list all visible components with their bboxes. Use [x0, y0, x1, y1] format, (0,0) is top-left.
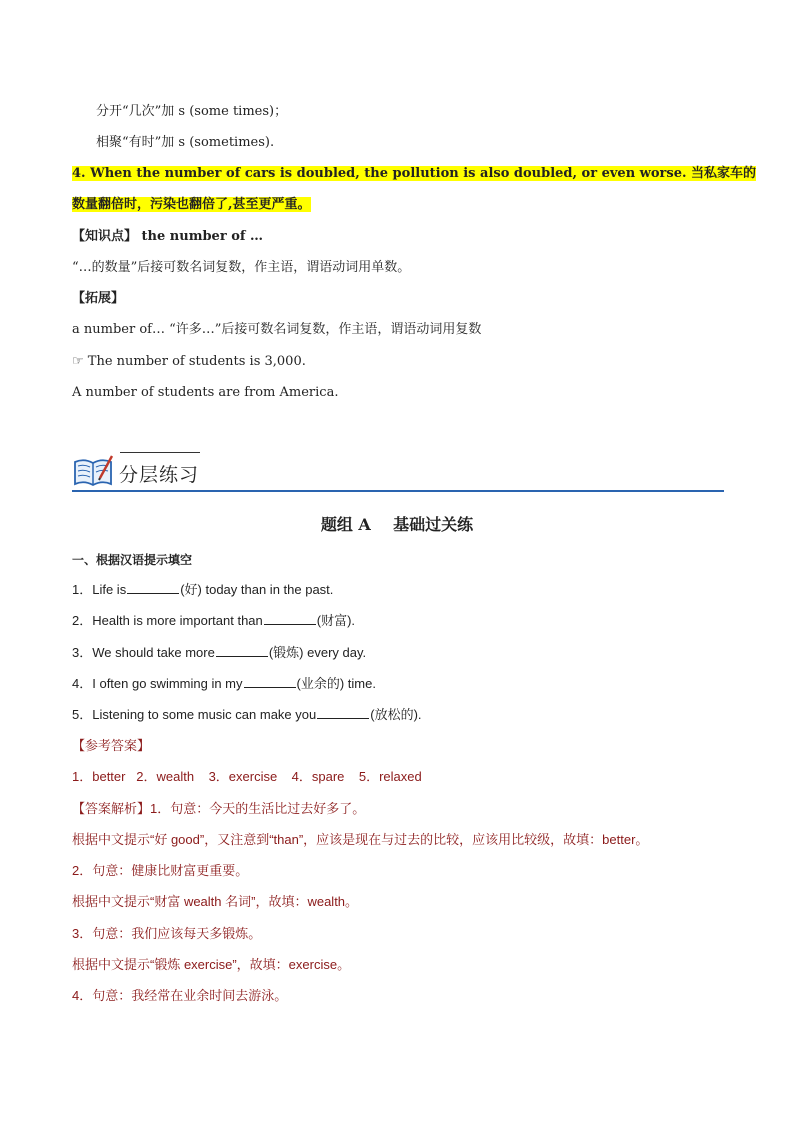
- highlight-line: 数量翻倍时，污染也翻倍了,甚至更严重。: [72, 197, 311, 212]
- item-text: (锻炼) every day.: [268, 645, 367, 660]
- open-book-pencil-icon: [72, 454, 114, 488]
- item-text: We should take more: [92, 645, 215, 660]
- answer-line: 1．better 2．wealth 3．exercise 4．spare 5．relaxed: [72, 769, 422, 784]
- answer-blank[interactable]: [317, 706, 369, 719]
- item-text: (好) today than in the past.: [180, 582, 334, 597]
- answer-blank[interactable]: [216, 644, 268, 657]
- knowledge-phrase: the number of …: [137, 229, 263, 244]
- exercise-item: [72, 612, 355, 630]
- analysis-text: 3．句意：我们应该每天多锻炼。: [72, 926, 262, 941]
- group-title: 题组 A 基础过关练: [320, 515, 474, 534]
- header-underline: [72, 490, 724, 492]
- exercise-heading: 一、根据汉语提示填空: [72, 553, 193, 567]
- answer-blank[interactable]: [244, 675, 296, 688]
- item-text: I often go swimming in my: [92, 676, 243, 691]
- text-line: 相聚“有时”加 s (sometimes).: [96, 135, 275, 150]
- analysis-line: [72, 800, 365, 818]
- header-decor-line: [120, 452, 200, 453]
- item-number: 1．: [72, 582, 93, 597]
- item-text: Health is more important than: [92, 613, 263, 628]
- section-header: [72, 450, 724, 492]
- item-number: 4．: [72, 676, 93, 691]
- section-title: 分层练习: [119, 464, 200, 486]
- highlight-line: 4. When the number of cars is doubled, the pollution is also doubled, or even worse. 当私家车的: [72, 166, 757, 181]
- exercise-item: [72, 581, 333, 599]
- analysis-text: 4．句意：我经常在业余时间去游泳。: [72, 988, 288, 1003]
- item-text: Life is: [92, 582, 127, 597]
- item-number: 3．: [72, 645, 93, 660]
- answer-blank[interactable]: [264, 612, 316, 625]
- exercise-item: [72, 644, 366, 662]
- exercise-item: [72, 675, 376, 693]
- example-sentence: A number of students are from America.: [72, 385, 339, 400]
- item-text: (放松的).: [370, 707, 422, 722]
- example-sentence: ☞ The number of students is 3,000.: [72, 354, 306, 369]
- analysis-text: 2．句意：健康比财富更重要。: [72, 863, 249, 878]
- analysis-text: 根据中文提示“好 good”，又注意到“than”，应该是现在与过去的比较，应该用比较级，故填：better。: [72, 832, 649, 847]
- item-number: 5．: [72, 707, 93, 722]
- analysis-text: 1．句意：今天的生活比过去好多了。: [150, 801, 366, 816]
- extension-tag: 【拓展】: [72, 291, 125, 306]
- analysis-tag: 【答案解析】: [72, 801, 151, 816]
- text-line: 分开“几次”加 s (some times)；: [96, 104, 288, 119]
- answer-tag: 【参考答案】: [72, 738, 151, 753]
- exercise-item: [72, 706, 422, 724]
- highlighted-sentence-cont: [72, 196, 311, 214]
- item-text: Listening to some music can make you: [92, 707, 317, 722]
- knowledge-desc: “…的数量”后接可数名词复数，作主语，谓语动词用单数。: [72, 260, 411, 275]
- knowledge-tag: 【知识点】: [72, 229, 138, 244]
- answer-blank[interactable]: [127, 581, 179, 594]
- knowledge-point: [72, 228, 263, 246]
- item-text: (财富).: [316, 613, 356, 628]
- item-number: 2．: [72, 613, 93, 628]
- analysis-text: 根据中文提示“锻炼 exercise”，故填：exercise。: [72, 957, 351, 972]
- extension-desc: a number of… “许多…”后接可数名词复数，作主语，谓语动词用复数: [72, 322, 482, 337]
- analysis-text: 根据中文提示“财富 wealth 名词”，故填：wealth。: [72, 894, 359, 909]
- highlighted-sentence: [72, 165, 756, 183]
- item-text: (业余的) time.: [296, 676, 376, 691]
